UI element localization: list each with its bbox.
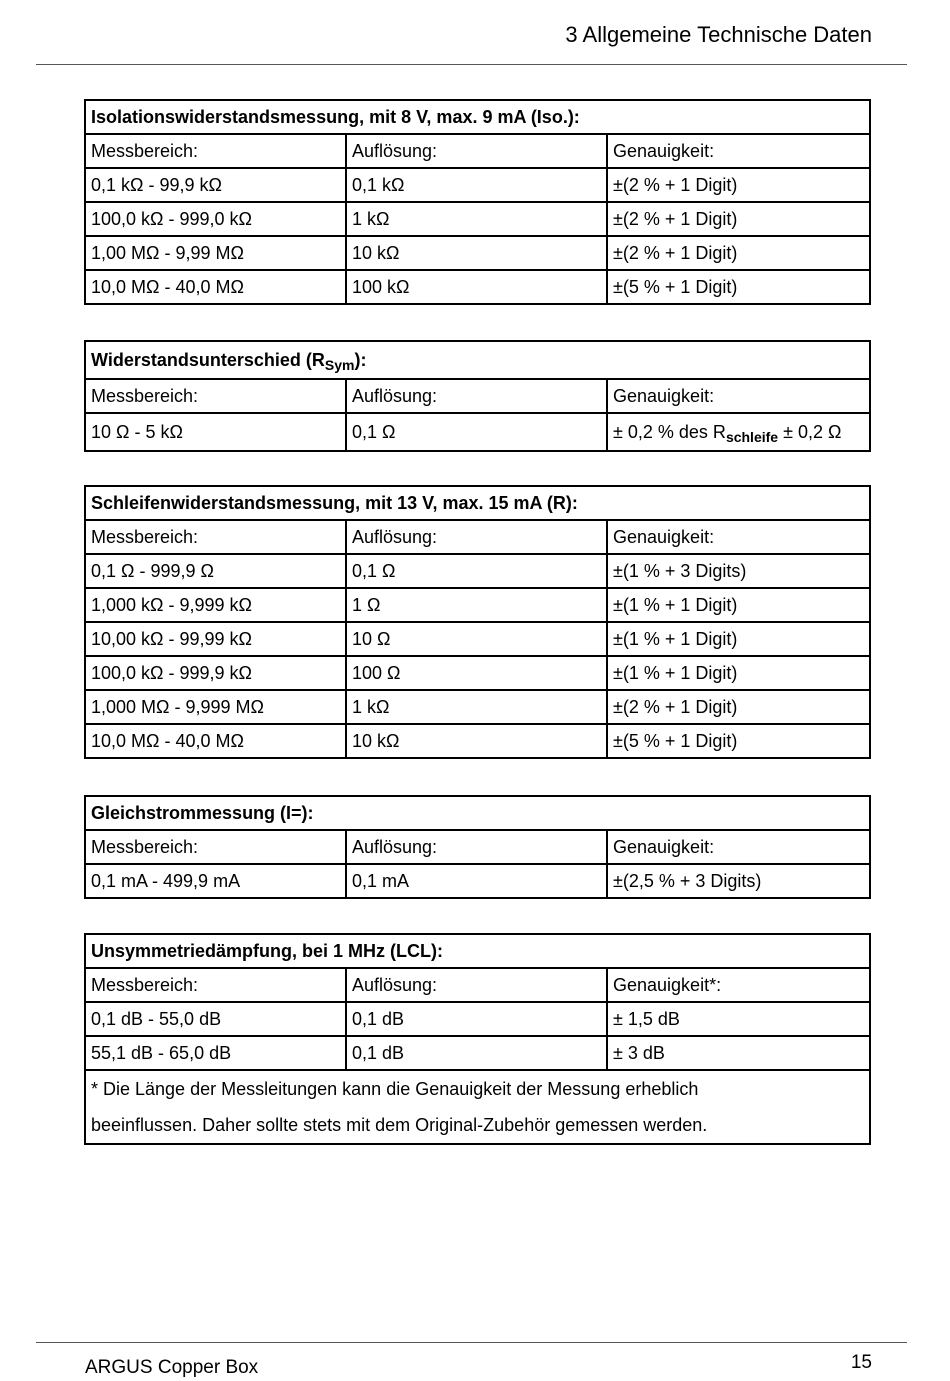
column-header-resolution: Auflösung: bbox=[346, 134, 607, 168]
accuracy-cell: ±(5 % + 1 Digit) bbox=[607, 724, 870, 758]
column-header-range: Messbereich: bbox=[85, 379, 346, 413]
column-header-resolution: Auflösung: bbox=[346, 968, 607, 1002]
range-cell: 100,0 kΩ - 999,0 kΩ bbox=[85, 202, 346, 236]
accuracy-cell: ±(1 % + 1 Digit) bbox=[607, 656, 870, 690]
table-row bbox=[85, 690, 870, 724]
accuracy-cell: ± 3 dB bbox=[607, 1036, 870, 1070]
page-header-title: 3 Allgemeine Technische Daten bbox=[565, 22, 872, 47]
range-cell: 1,000 MΩ - 9,999 MΩ bbox=[85, 690, 346, 724]
resolution-cell: 1 kΩ bbox=[346, 202, 607, 236]
resolution-cell: 0,1 dB bbox=[346, 1036, 607, 1070]
range-cell: 0,1 mA - 499,9 mA bbox=[85, 864, 346, 898]
resolution-cell: 100 Ω bbox=[346, 656, 607, 690]
title-subscript: Sym bbox=[324, 356, 355, 373]
column-header-accuracy: Genauigkeit: bbox=[607, 379, 870, 413]
range-cell: 10,0 MΩ - 40,0 MΩ bbox=[85, 270, 346, 304]
resolution-cell: 10 kΩ bbox=[346, 236, 607, 270]
column-header-range: Messbereich: bbox=[85, 520, 346, 554]
insulation-resistance-table bbox=[84, 99, 871, 305]
resolution-cell: 1 Ω bbox=[346, 588, 607, 622]
table-row bbox=[85, 413, 870, 451]
range-cell: 0,1 Ω - 999,9 Ω bbox=[85, 554, 346, 588]
accuracy-cell: ±(1 % + 1 Digit) bbox=[607, 622, 870, 656]
range-cell: 1,00 MΩ - 9,99 MΩ bbox=[85, 236, 346, 270]
column-header-accuracy: Genauigkeit: bbox=[607, 520, 870, 554]
accuracy-cell: ±(2 % + 1 Digit) bbox=[607, 236, 870, 270]
column-header-resolution: Auflösung: bbox=[346, 520, 607, 554]
resolution-cell: 0,1 mA bbox=[346, 864, 607, 898]
resolution-cell: 100 kΩ bbox=[346, 270, 607, 304]
accuracy-subscript: schleife bbox=[725, 428, 779, 445]
footnote-line-1: * Die Länge der Messleitungen kann die Genauigkeit der Messung erheblich bbox=[91, 1079, 699, 1099]
range-cell: 10,0 MΩ - 40,0 MΩ bbox=[85, 724, 346, 758]
accuracy-cell: ±(2 % + 1 Digit) bbox=[607, 168, 870, 202]
column-header-resolution: Auflösung: bbox=[346, 830, 607, 864]
table-title: Gleichstrommessung (I=): bbox=[85, 796, 870, 830]
table-row bbox=[85, 236, 870, 270]
table-row bbox=[85, 724, 870, 758]
resolution-cell: 10 kΩ bbox=[346, 724, 607, 758]
column-header-accuracy: Genauigkeit: bbox=[607, 830, 870, 864]
table-row bbox=[85, 622, 870, 656]
table-row bbox=[85, 1036, 870, 1070]
table-row bbox=[85, 202, 870, 236]
table-row bbox=[85, 864, 870, 898]
resolution-cell: 0,1 dB bbox=[346, 1002, 607, 1036]
range-cell: 0,1 kΩ - 99,9 kΩ bbox=[85, 168, 346, 202]
title-suffix: ): bbox=[354, 349, 367, 370]
resistance-difference-table bbox=[84, 340, 871, 452]
column-header-accuracy: Genauigkeit: bbox=[607, 134, 870, 168]
accuracy-cell: ±(2 % + 1 Digit) bbox=[607, 202, 870, 236]
resolution-cell: 10 Ω bbox=[346, 622, 607, 656]
table-row bbox=[85, 1002, 870, 1036]
column-header-range: Messbereich: bbox=[85, 830, 346, 864]
accuracy-cell: ±(2 % + 1 Digit) bbox=[607, 690, 870, 724]
loop-resistance-table bbox=[84, 485, 871, 759]
table-row bbox=[85, 656, 870, 690]
range-cell: 10 Ω - 5 kΩ bbox=[85, 413, 346, 451]
accuracy-cell: ±(2,5 % + 3 Digits) bbox=[607, 864, 870, 898]
footnote bbox=[85, 1070, 870, 1144]
range-cell: 10,00 kΩ - 99,99 kΩ bbox=[85, 622, 346, 656]
table-title bbox=[85, 341, 870, 379]
accuracy-cell: ±(1 % + 1 Digit) bbox=[607, 588, 870, 622]
header-rule bbox=[36, 64, 907, 65]
page-number: 15 bbox=[850, 1352, 872, 1373]
table-title: Unsymmetriedämpfung, bei 1 MHz (LCL): bbox=[85, 934, 870, 968]
column-header-accuracy: Genauigkeit*: bbox=[607, 968, 870, 1002]
range-cell: 55,1 dB - 65,0 dB bbox=[85, 1036, 346, 1070]
column-header-range: Messbereich: bbox=[85, 134, 346, 168]
resolution-cell: 0,1 Ω bbox=[346, 554, 607, 588]
resolution-cell: 0,1 Ω bbox=[346, 413, 607, 451]
accuracy-cell: ±(5 % + 1 Digit) bbox=[607, 270, 870, 304]
accuracy-cell: ±(1 % + 3 Digits) bbox=[607, 554, 870, 588]
accuracy-cell: ± 1,5 dB bbox=[607, 1002, 870, 1036]
accuracy-text: ± 0,2 % des R bbox=[613, 421, 726, 442]
dc-current-table bbox=[84, 795, 871, 899]
table-row bbox=[85, 168, 870, 202]
column-header-range: Messbereich: bbox=[85, 968, 346, 1002]
range-cell: 0,1 dB - 55,0 dB bbox=[85, 1002, 346, 1036]
title-text: Widerstandsunterschied (R bbox=[91, 349, 325, 370]
footer-product-name: ARGUS Copper Box bbox=[85, 1357, 259, 1378]
table-row bbox=[85, 588, 870, 622]
table-title: Isolationswiderstandsmessung, mit 8 V, max. 9 mA (Iso.): bbox=[85, 100, 870, 134]
range-cell: 1,000 kΩ - 9,999 kΩ bbox=[85, 588, 346, 622]
table-title: Schleifenwiderstandsmessung, mit 13 V, max. 15 mA (R): bbox=[85, 486, 870, 520]
footer-rule bbox=[36, 1342, 907, 1343]
table-row bbox=[85, 270, 870, 304]
table-row bbox=[85, 554, 870, 588]
range-cell: 100,0 kΩ - 999,9 kΩ bbox=[85, 656, 346, 690]
accuracy-suffix: ± 0,2 Ω bbox=[778, 421, 842, 442]
accuracy-cell bbox=[607, 413, 870, 451]
resolution-cell: 0,1 kΩ bbox=[346, 168, 607, 202]
column-header-resolution: Auflösung: bbox=[346, 379, 607, 413]
lcl-table bbox=[84, 933, 871, 1145]
footnote-line-2: beeinflussen. Daher sollte stets mit dem Original-Zubehör gemessen werden. bbox=[91, 1115, 708, 1135]
resolution-cell: 1 kΩ bbox=[346, 690, 607, 724]
